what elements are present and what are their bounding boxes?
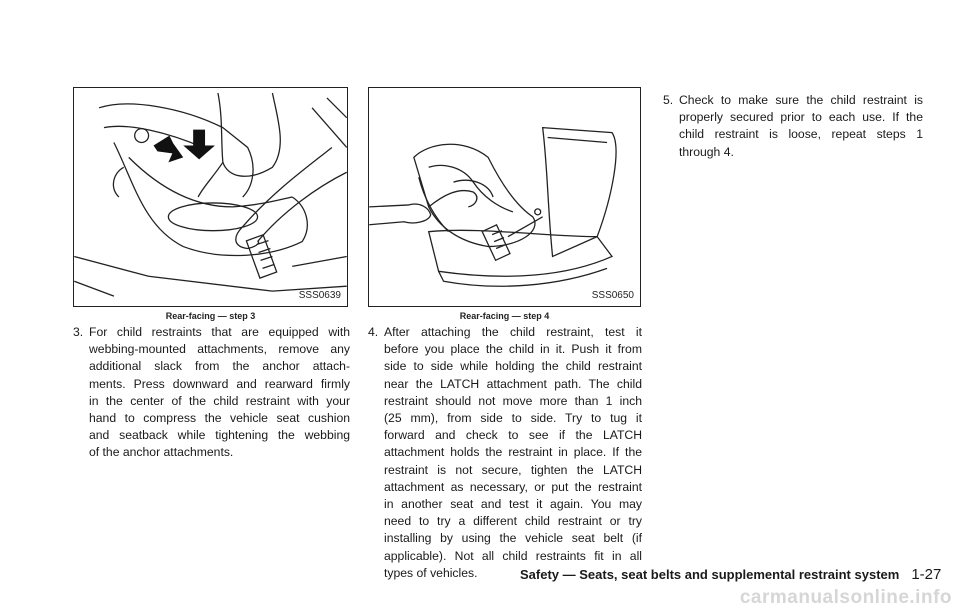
step-text-line: restraint should not move more than 1 inch [384,393,642,408]
step-text-line: hand to compress the vehicle seat cushion [89,411,350,426]
step-text-line: attachment as necessary, or put the restraint [384,479,642,494]
step-text-line: webbing-mounted attachments, remove any [89,342,350,357]
figure-caption: Rear-facing — step 3 [165,311,256,321]
instruction-step-4 [368,324,642,582]
page-number: 1-27 [911,566,942,583]
watermark: carmanualsonline.info [739,587,952,608]
step-number: 4. [368,325,379,339]
step-text-line: applicable). Not all child restraints fit in all [384,548,642,563]
step-text-line: properly secured prior to each use. If the [679,110,923,125]
step-number: 5. [663,93,674,107]
step-text-line: near the LATCH attachment path. The child [384,376,642,391]
step-text-line: through 4. [679,144,734,159]
footer-section-title: Safety — Seats, seat belts and supplemental restraint system [520,567,900,582]
step-text-line: For child restraints that are equipped with [89,325,350,339]
step-text-line: types of vehicles. [384,565,478,580]
step-text-line: additional slack from the anchor attach- [89,359,350,374]
child-seat-side-test-illustration [369,88,640,306]
figure-code: SSS0650 [591,290,634,301]
step-text-line: in the center of the child restraint with your [89,393,350,408]
step-text-line: need to try a different child restraint or try [384,514,642,529]
step-text-line: of the anchor attachments. [89,445,234,460]
step-text-line: in another seat and test it again. You may [384,497,642,512]
step-text-line: side to side while holding the child restraint [384,359,642,374]
instruction-step-5 [663,92,923,161]
step-text-line: Check to make sure the child restraint is [679,93,923,107]
figure-code: SSS0639 [298,290,341,301]
step-text-line: installing by using the vehicle seat belt (if [384,531,642,546]
figure-step-4 [368,87,641,307]
figure-caption: Rear-facing — step 4 [459,311,550,321]
step-text-line: before you place the child in it. Push it from [384,342,642,357]
step-text-line: After attaching the child restraint, test it [384,325,642,339]
step-number: 3. [73,325,84,339]
step-text-line: child restraint is loose, repeat steps 1 [679,127,923,142]
step-text-line: attachment holds the restraint in place. If the [384,445,642,460]
instruction-step-3 [73,324,350,462]
step-text-line: (25 mm), from side to side. Try to tug it [384,411,642,426]
step-text-line: and seatback while tightening the webbing [89,428,350,443]
step-text-line: ments. Press downward and rearward firmly [89,376,350,391]
child-seat-press-down-illustration [74,88,347,306]
step-text-line: forward and check to see if the LATCH [384,428,642,443]
figure-step-3 [73,87,348,307]
page-footer [520,566,941,583]
step-text-line: restraint is not secure, tighten the LATCH [384,462,642,477]
